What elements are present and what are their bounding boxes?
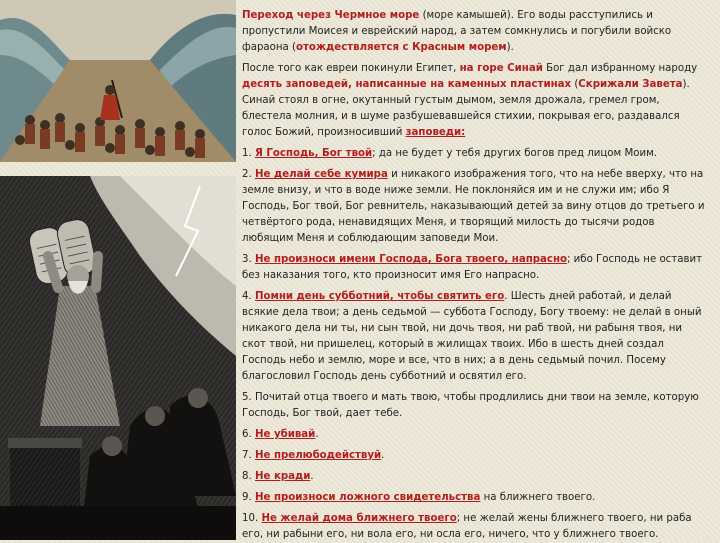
tablets-highlight: Скрижали Завета <box>578 79 683 90</box>
commandment-number: 1. <box>242 148 252 159</box>
mount-sinai-highlight: на горе Синай <box>459 63 543 74</box>
commandment-10 <box>242 511 708 543</box>
red-sea-heading: Переход через Чермное море <box>242 10 420 21</box>
commandment-number: 4. <box>242 291 252 302</box>
commandment-8 <box>242 469 708 485</box>
commandment-text: ; ибо Господь не оставит без наказания того, кто произносит имя Его напрасно. <box>242 254 703 281</box>
red-sea-text: (море камышей). Его воды расступились и пропустили Моисея и еврейский народ, а затем сомкнулись и погубили войско фараона ( <box>242 10 672 53</box>
commandment-3 <box>242 252 708 284</box>
commandment-text: и никакого изображения того, что на небе вверху, что на земле внизу, и что в воде ниже земли. Не поклоняйся им и не служи им; ибо Я Господь, Бог твой, Бог ревнитель, наказывающий детей за вину отцов до третьего и четвёртого рода, ненавидящих Меня, и творящий милость до тысячи родов любящим Меня и соблюдающим заповеди Мои. <box>242 169 705 244</box>
red-sea-note: отождествляется с Красным морем <box>296 42 507 53</box>
commandment-4 <box>242 289 708 385</box>
commandment-6 <box>242 427 708 443</box>
sinai-text-3: ( <box>571 79 579 90</box>
commandment-text: . <box>381 450 385 461</box>
commandment-number: 10. <box>242 513 259 524</box>
red-sea-paragraph <box>242 8 708 56</box>
commandment-text: . <box>315 429 319 440</box>
commandment-title: Не делай себе кумира <box>254 169 388 180</box>
commandment-1 <box>242 146 708 162</box>
commandment-title: Не желай дома ближнего твоего <box>261 513 457 524</box>
ten-commandments-highlight: десять заповедей, написанные на каменных пластинах <box>242 79 572 90</box>
sinai-text-1: После того как евреи покинули Египет, <box>242 63 460 74</box>
red-sea-text-end: ). <box>506 42 514 53</box>
illustrations-column <box>0 0 236 540</box>
commandment-number: 9. <box>242 492 252 503</box>
commandments-label: заповеди: <box>405 127 466 138</box>
commandment-text: . <box>310 471 314 482</box>
commandment-number: 2. <box>242 169 252 180</box>
commandment-title: Не произноси ложного свидетельства <box>254 492 481 503</box>
commandment-5 <box>242 390 708 422</box>
red-sea-crossing-image <box>0 0 236 162</box>
commandment-text: . Шесть дней работай, и делай всякие дела твои; а день седьмой — суббота Господу, Богу твоему: не делай в оный никакого дела ни ты, ни сын твой, ни дочь твоя, ни раб твой, ни рабыня твоя, ни скот твой, ни пришелец, который в жилищах твоих. Ибо в шесть дней создал Господь небо и землю, море и все, что в них; а в день седьмый почил. Посему благословил Господь день субботний и освятил его. <box>242 291 702 382</box>
commandment-title: Я Господь, Бог твой <box>254 148 373 159</box>
commandment-number: 7. <box>242 450 252 461</box>
commandment-text: Почитай отца твоего и мать твою, чтобы продлились дни твои на земле, которую Господь, Бог твой, дает тебе. <box>242 392 699 419</box>
sinai-paragraph <box>242 61 708 141</box>
commandment-title: Не кради <box>254 471 311 482</box>
commandment-number: 3. <box>242 254 252 265</box>
commandment-text: ; не желай жены ближнего твоего, ни раба его, ни рабыни его, ни вола его, ни осла его, ничего, что у ближнего твоего. <box>242 513 692 540</box>
commandment-number: 6. <box>242 429 252 440</box>
commandment-number: 5. <box>242 392 252 403</box>
commandment-9 <box>242 490 708 506</box>
commandment-text: на ближнего твоего. <box>480 492 596 503</box>
commandments-text <box>242 8 708 540</box>
sinai-text-2: Бог дал избранному народу <box>542 63 698 74</box>
commandment-title: Не прелюбодействуй <box>254 450 382 461</box>
commandment-text: ; да не будет у тебя других богов пред лицом Моим. <box>372 148 658 159</box>
commandment-2 <box>242 167 708 247</box>
commandment-title: Не произноси имени Господа, Бога твоего, напрасно <box>254 254 568 265</box>
commandment-title: Не убивай <box>254 429 316 440</box>
commandment-7 <box>242 448 708 464</box>
commandment-number: 8. <box>242 471 252 482</box>
moses-tablets-engraving <box>0 176 236 540</box>
commandment-title: Помни день субботний, чтобы святить его <box>254 291 505 302</box>
sinai-text-4: ). Синай стоял в огне, окутанный густым дымом, земля дрожала, гремел гром, блестела молния, и в шуме разбушевавшейся стихии, покрывая его, раздавался голос Божий, произносивший <box>242 79 690 138</box>
